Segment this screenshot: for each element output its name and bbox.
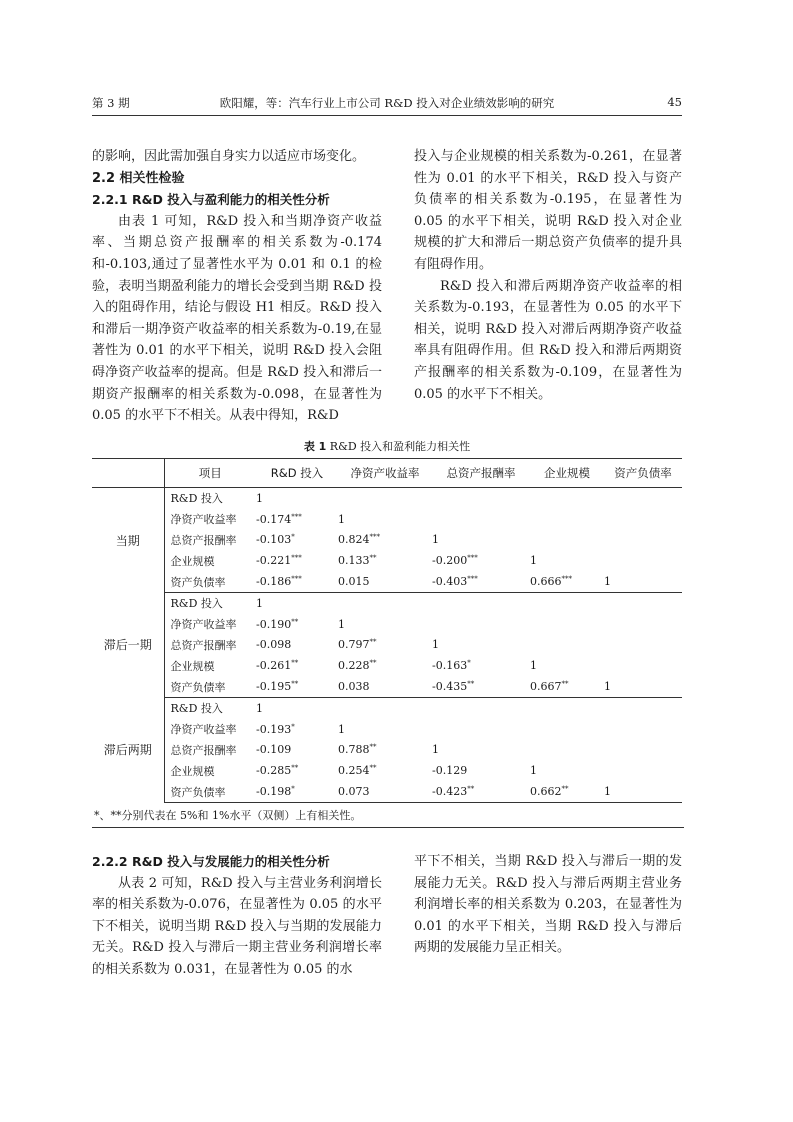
cell-value: 1 (338, 617, 345, 631)
cell-value: -0.193 (256, 722, 292, 736)
cell-value: 0.824 (338, 533, 370, 547)
cell-value: 0.662 (530, 785, 562, 799)
significance-marker: *** (369, 533, 380, 542)
table-cell (530, 592, 604, 613)
table-cell (256, 740, 338, 761)
table-caption (92, 438, 682, 454)
table-cell (256, 530, 338, 551)
significance-marker: * (467, 659, 471, 668)
table-cell (604, 530, 682, 551)
cell-value: 0.667 (530, 680, 562, 694)
cell-value: -0.174 (256, 512, 292, 526)
cell-value: 1 (530, 659, 537, 673)
table-cell (338, 635, 432, 656)
significance-marker: * (291, 533, 295, 542)
table-row (92, 655, 682, 676)
table-header-row (92, 459, 682, 488)
table-cell (604, 740, 682, 761)
cell-value: 1 (256, 491, 263, 505)
table-cell (432, 571, 530, 592)
table-cell (256, 676, 338, 697)
cell-value: -0.435 (432, 680, 468, 694)
issue-number: 第 3 期 (92, 96, 130, 110)
cell-value: -0.423 (432, 785, 468, 799)
subsection-heading: 2.2.1 R&D 投入与盈利能力的相关性分析 (92, 192, 330, 208)
cell-value: 1 (338, 722, 345, 736)
item-label: 企业规模 (170, 764, 215, 778)
table-cell (256, 614, 338, 635)
significance-marker: ** (369, 554, 377, 563)
cell-value: 1 (604, 575, 611, 589)
table-row (92, 530, 682, 551)
table-cell (338, 676, 432, 697)
cell-value: 0.073 (338, 785, 370, 799)
table-row (92, 676, 682, 697)
table-cell (338, 571, 432, 592)
table-cell (338, 614, 432, 635)
cell-value: 1 (604, 680, 611, 694)
significance-marker: *** (291, 575, 302, 584)
table-cell (604, 550, 682, 571)
table-cell (432, 509, 530, 530)
cell-value: -0.098 (256, 638, 292, 652)
cell-value: 1 (530, 554, 537, 568)
period-label: 滞后两期 (92, 697, 164, 802)
significance-marker: ** (561, 680, 569, 689)
cell-value: 0.797 (338, 638, 370, 652)
cell-value: -0.186 (256, 575, 292, 589)
cell-value: 1 (432, 638, 439, 652)
cell-value: 0.015 (338, 575, 370, 589)
item-label: 净资产收益率 (170, 513, 237, 527)
cell-value: -0.103 (256, 533, 292, 547)
cell-value: -0.198 (256, 785, 292, 799)
table-row (92, 488, 682, 509)
table-cell (530, 719, 604, 740)
item-label: R&D 投入 (170, 702, 223, 716)
item-label: 总资产报酬率 (170, 743, 237, 757)
cell-value: 1 (530, 764, 537, 778)
cell-value: -0.129 (432, 764, 468, 778)
table-row (92, 697, 682, 718)
cell-value: 1 (604, 785, 611, 799)
table-cell (530, 781, 604, 802)
cell-value: 0.254 (338, 764, 370, 778)
table-cell (530, 571, 604, 592)
table-cell (338, 719, 432, 740)
table-cell (432, 655, 530, 676)
significance-marker: ** (291, 764, 299, 773)
table-cell (530, 760, 604, 781)
table-cell (432, 781, 530, 802)
table-cell (256, 655, 338, 676)
cell-value: 0.228 (338, 659, 370, 673)
period-label: 滞后一期 (92, 592, 164, 697)
table-cell (604, 697, 682, 718)
table-row (92, 635, 682, 656)
table-cell (604, 655, 682, 676)
item-label: 净资产收益率 (170, 618, 237, 632)
table-cell (530, 488, 604, 509)
table-cell (604, 676, 682, 697)
table-cell (530, 550, 604, 571)
table-cell (338, 781, 432, 802)
table-cell (530, 676, 604, 697)
significance-marker: *** (291, 554, 302, 563)
item-label: 总资产报酬率 (170, 638, 237, 652)
header-rule (92, 115, 682, 116)
table-cell (432, 635, 530, 656)
table-cell (256, 781, 338, 802)
table-caption-label: 表 1 (303, 440, 327, 453)
cell-value: 0.666 (530, 575, 562, 589)
cell-value: -0.285 (256, 764, 292, 778)
table-cell (338, 592, 432, 613)
table-header-corner (92, 459, 164, 488)
table-cell (530, 530, 604, 551)
table-header-cell: 资产负债率 (604, 459, 682, 488)
paragraph: 从表 2 可知，R&D 投入与主营业务利润增长率的相关系数为-0.076，在显著性为 0.05 的水平下不相关，说明当期 R&D 投入与当期的发展能力无关。R&D 投入与滞后一期主营业务利润增长率的相关系数为 0.031，在显著性为 0.05 的水 (92, 875, 382, 977)
table-group (92, 697, 682, 802)
table-cell (530, 655, 604, 676)
item-label: 资产负债率 (164, 781, 256, 802)
table-cell (338, 488, 432, 509)
table-cell (530, 614, 604, 635)
table-cell (604, 592, 682, 613)
table-cell (604, 760, 682, 781)
table-cell (530, 509, 604, 530)
table-cell (338, 760, 432, 781)
cell-value: -0.403 (432, 575, 468, 589)
right-column-bottom (414, 851, 682, 959)
table-group (92, 488, 682, 593)
item-label: 企业规模 (170, 659, 215, 673)
table-cell (604, 488, 682, 509)
table-row (92, 614, 682, 635)
table-cell (530, 740, 604, 761)
table-row (92, 740, 682, 761)
table-cell (256, 488, 338, 509)
significance-marker: * (291, 722, 295, 731)
table-header-cell: 净资产收益率 (338, 459, 432, 488)
significance-marker: ** (291, 659, 299, 668)
table-cell (530, 635, 604, 656)
left-column-top (92, 146, 382, 427)
table-header-cell: 总资产报酬率 (432, 459, 530, 488)
cell-value: 1 (432, 533, 439, 547)
table-cell (256, 697, 338, 718)
cell-value: 0.038 (338, 680, 370, 694)
table-cell (338, 550, 432, 571)
table-row (92, 550, 682, 571)
running-header (92, 95, 682, 113)
significance-marker: ** (467, 680, 475, 689)
subsection-heading: 2.2.2 R&D 投入与发展能力的相关性分析 (92, 854, 330, 869)
table-cell (338, 697, 432, 718)
significance-marker: *** (561, 575, 572, 584)
significance-marker: ** (467, 785, 475, 794)
table-row (92, 509, 682, 530)
table-cell (256, 635, 338, 656)
table-cell (432, 530, 530, 551)
table-cell (432, 760, 530, 781)
table-cell (604, 781, 682, 802)
correlation-table (92, 458, 682, 803)
table-cell (338, 740, 432, 761)
table-row (92, 719, 682, 740)
section-heading: 2.2 相关性检验 (92, 170, 185, 186)
table-cell (256, 592, 338, 613)
table-cell (338, 655, 432, 676)
cell-value: 1 (338, 512, 345, 526)
table-cell (256, 509, 338, 530)
cell-value: 1 (256, 701, 263, 715)
paragraph-continued: 的影响，因此需加强自身实力以适应市场变化。 (92, 149, 366, 164)
significance-marker: ** (369, 638, 377, 647)
cell-value: 1 (432, 743, 439, 757)
cell-value: 1 (256, 596, 263, 610)
period-label: 当期 (92, 488, 164, 593)
table-header-cell: 企业规模 (530, 459, 604, 488)
table-cell (432, 550, 530, 571)
cell-value: -0.195 (256, 680, 292, 694)
table-cell (256, 719, 338, 740)
table-caption-text: R&D 投入和盈利能力相关性 (329, 440, 471, 453)
significance-marker: *** (467, 575, 478, 584)
table-cell (604, 571, 682, 592)
table-cell (256, 550, 338, 571)
table-cell (432, 740, 530, 761)
item-label: R&D 投入 (170, 597, 223, 611)
significance-marker: *** (467, 554, 478, 563)
significance-marker: ** (369, 659, 377, 668)
cell-value: -0.109 (256, 743, 292, 757)
cell-value: 0.133 (338, 554, 370, 568)
significance-marker: *** (291, 512, 302, 521)
table-header-cell: R&D 投入 (256, 459, 338, 488)
table-cell (432, 614, 530, 635)
table-row (92, 592, 682, 613)
table-row (92, 760, 682, 781)
table-cell (530, 697, 604, 718)
table-cell (256, 760, 338, 781)
table-cell (604, 509, 682, 530)
significance-marker: ** (369, 743, 377, 752)
paragraph-continued: 平下不相关，当期 R&D 投入与滞后一期的发展能力无关。R&D 投入与滞后两期主营业务利润增长率的相关系数为 0.203，在显著性为 0.01 的水平下相关，当期 R&D 投入与滞后两期的发展能力呈正相关。 (414, 854, 682, 956)
table-cell (432, 488, 530, 509)
item-label: 总资产报酬率 (170, 533, 237, 547)
item-label: R&D 投入 (170, 492, 223, 506)
paragraph-continued: 投入与企业规模的相关系数为-0.261，在显著性为 0.01 的水平下相关，R&D 投入与资产负债率的相关系数为-0.195，在显著性为 0.05 的水平下相关，说明 R&D 投入对企业规模的扩大和滞后一期总资产负债率的提升具有阻碍作用。 (414, 149, 682, 272)
table-cell (338, 530, 432, 551)
table-cell (432, 719, 530, 740)
significance-marker: ** (291, 617, 299, 626)
item-label: 资产负债率 (164, 571, 256, 592)
table-cell (432, 676, 530, 697)
paragraph: R&D 投入和滞后两期净资产收益率的相关系数为-0.193，在显著性为 0.05 的水平下相关，说明 R&D 投入对滞后两期净资产收益率具有阻碍作用。但 R&D 投入和滞后两期资产报酬率的相关系数为-0.109，在显著性为 0.05 的水平下不相关。 (414, 278, 682, 402)
right-column-top (414, 146, 682, 405)
item-label: 企业规模 (170, 554, 215, 568)
page-number: 45 (667, 95, 682, 109)
table-cell (432, 697, 530, 718)
cell-value: 0.788 (338, 743, 370, 757)
cell-value: -0.190 (256, 617, 292, 631)
table-row (92, 571, 682, 592)
item-label: 资产负债率 (164, 676, 256, 697)
table-note: *、**分别代表在 5%和 1%水平（双侧）上有相关性。 (92, 803, 684, 828)
table-cell (604, 635, 682, 656)
cell-value: -0.221 (256, 554, 292, 568)
table-cell (338, 509, 432, 530)
table-cell (604, 614, 682, 635)
significance-marker: ** (291, 680, 299, 689)
left-column-bottom (92, 851, 382, 981)
table-header-cell: 项目 (164, 459, 256, 488)
table-row (92, 781, 682, 802)
cell-value: -0.200 (432, 554, 468, 568)
table-cell (256, 571, 338, 592)
running-title: 欧阳耀，等：汽车行业上市公司 R&D 投入对企业绩效影响的研究 (219, 96, 555, 110)
table-group (92, 592, 682, 697)
cell-value: -0.261 (256, 659, 292, 673)
cell-value: -0.163 (432, 659, 468, 673)
significance-marker: ** (369, 764, 377, 773)
item-label: 净资产收益率 (170, 723, 237, 737)
significance-marker: * (291, 785, 295, 794)
paragraph: 由表 1 可知，R&D 投入和当期净资产收益率、当期总资产报酬率的相关系数为-0.174 和-0.103,通过了显著性水平为 0.01 和 0.1 的检验，表明当期盈利能力的增长会受到当期 R&D 投入的阻碍作用，结论与假设 H1 相反。R&D 投入和滞后一期净资产收益率的相关系数为-0.19,在显著性为 0.01 的水平下相关，说明 R&D 投入会阻碍净资产收益率的提高。但是 R&D 投入和滞后一期资产报酬率的相关系数为-0.098，在显著性为 0.05 的水平下不相关。从表中得知，R&D (92, 213, 382, 424)
table-cell (432, 592, 530, 613)
significance-marker: ** (561, 785, 569, 794)
table-cell (604, 719, 682, 740)
